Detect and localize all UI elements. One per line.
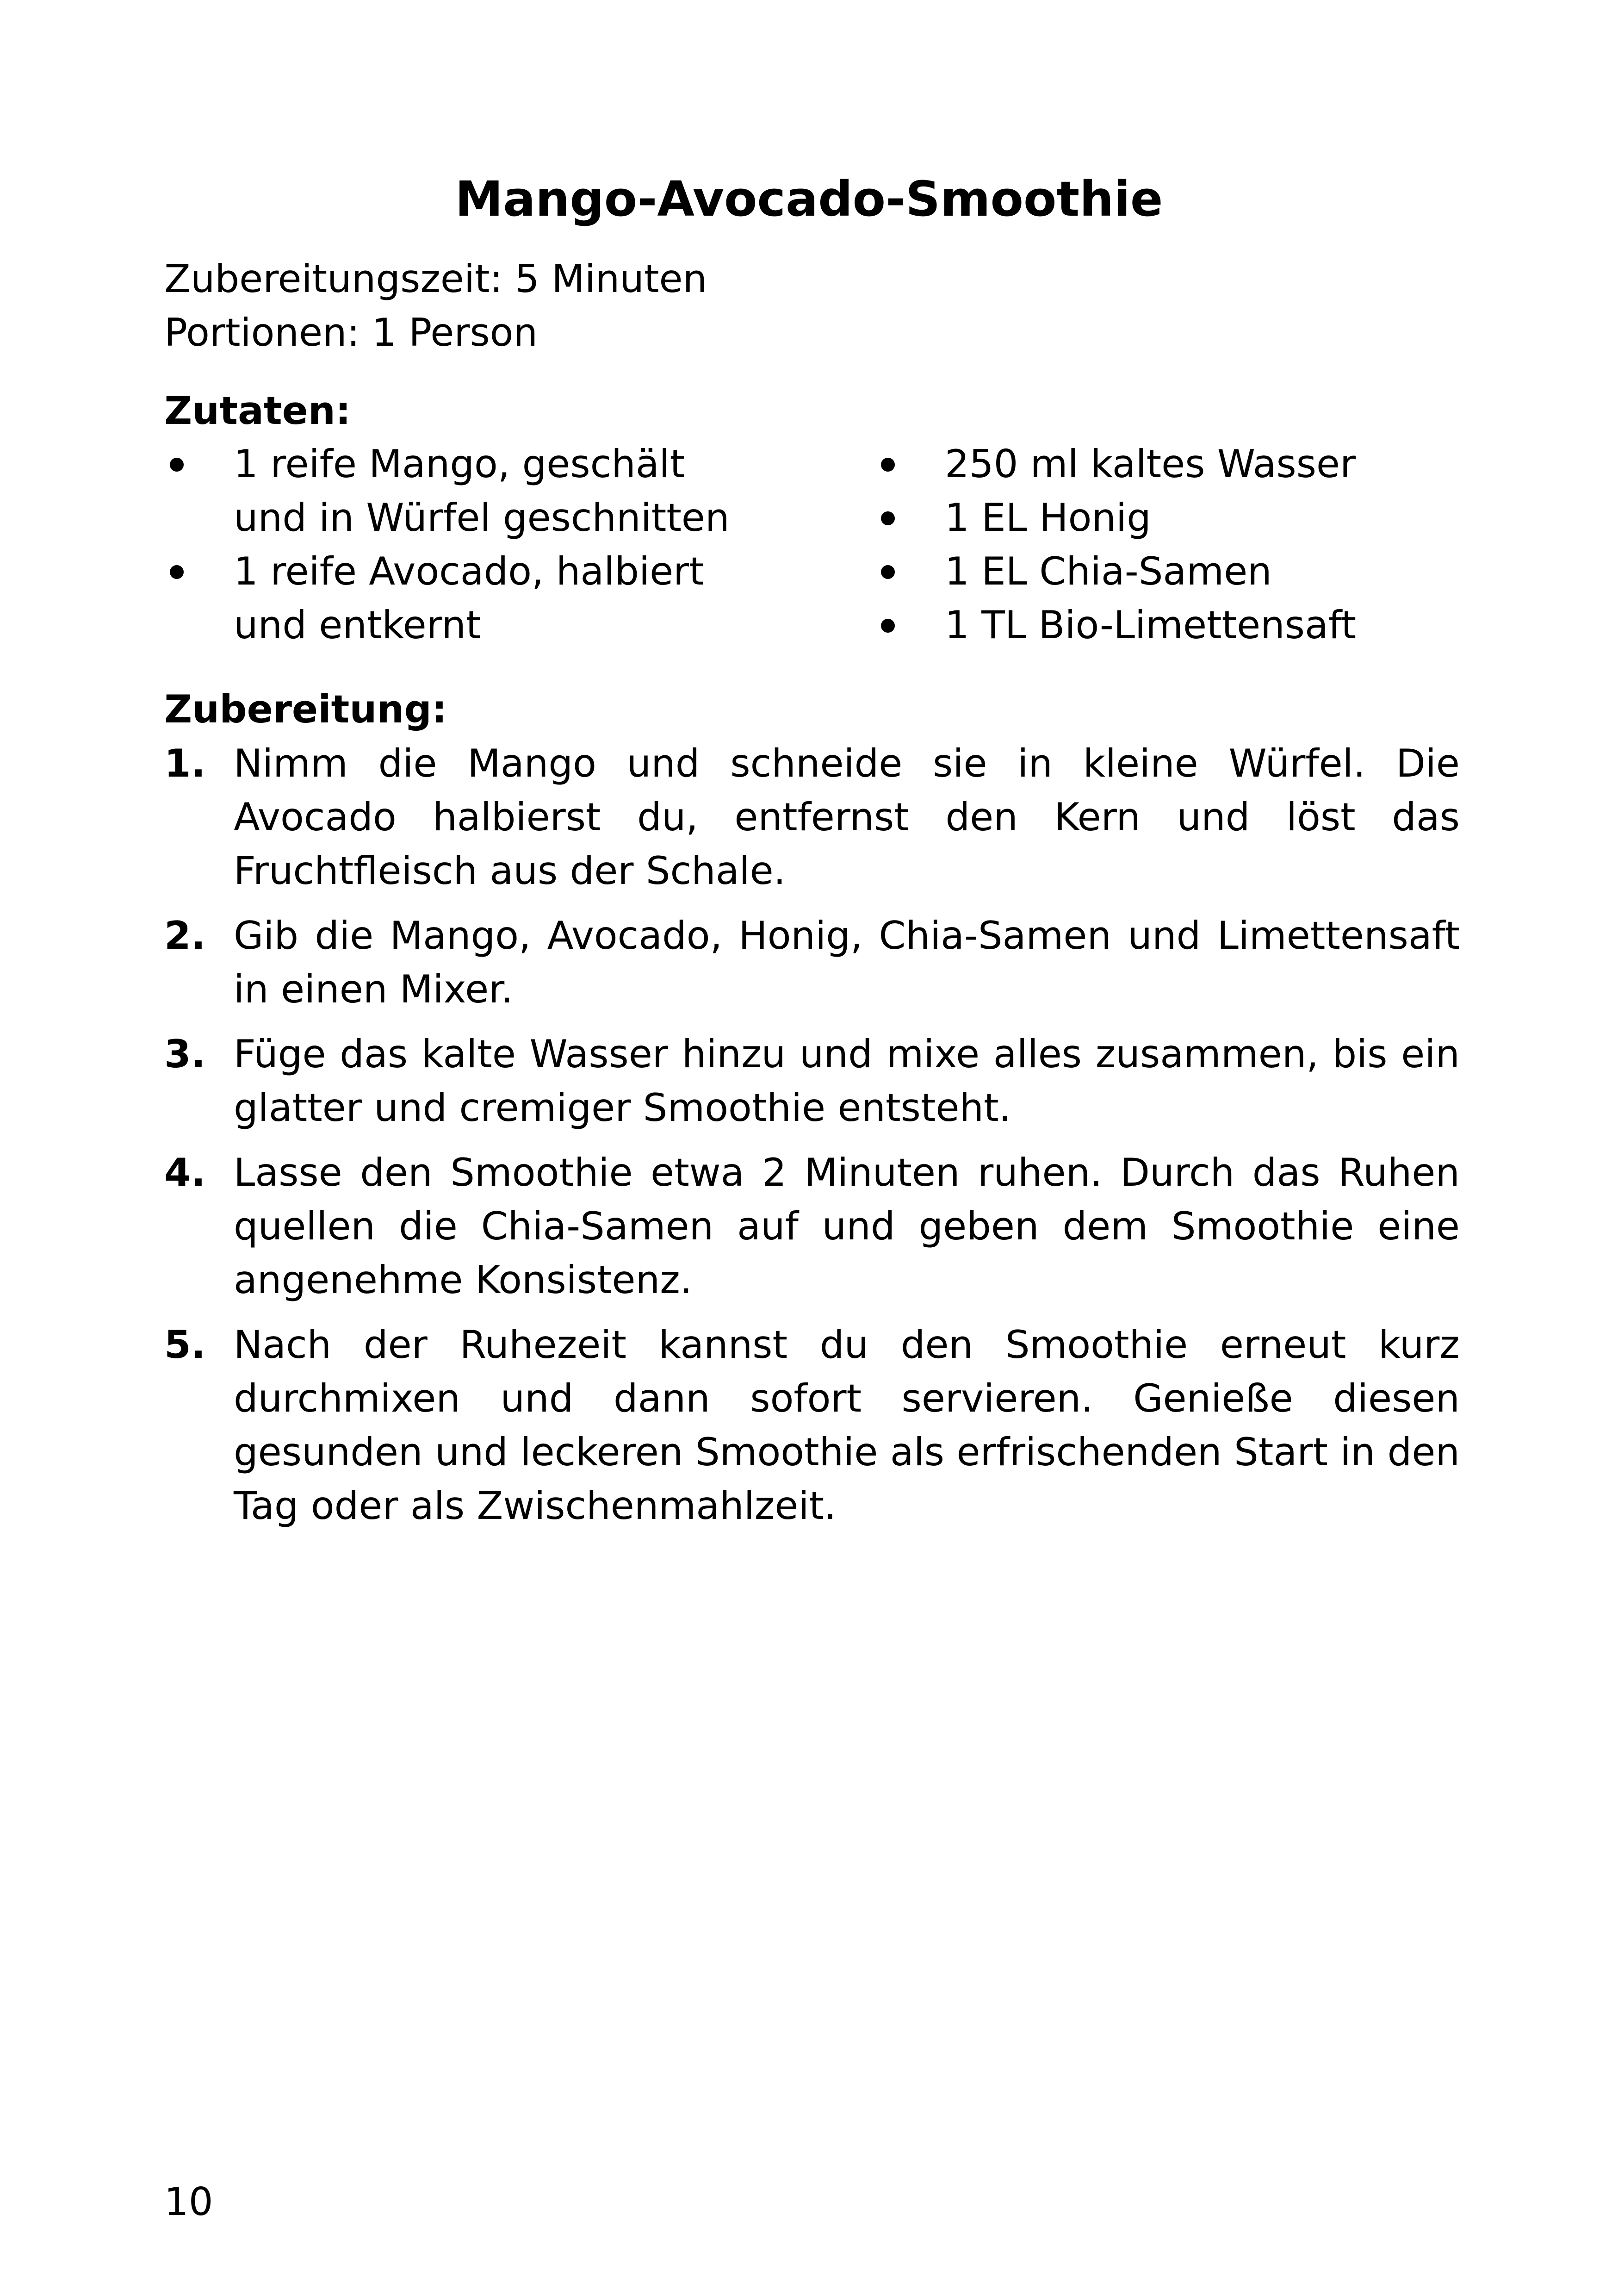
ingredient-text: 1 EL Chia-Samen [945, 549, 1272, 594]
step-text: Füge das kalte Wasser hinzu und mixe alles zusammen, bis ein glatter und cremiger Smoothie entsteht. [234, 1032, 1460, 1130]
step-text: Gib die Mango, Avocado, Honig, Chia-Samen und Limettensaft in einen Mixer. [234, 913, 1460, 1012]
prep-time: Zubereitungszeit: 5 Minuten [164, 256, 707, 301]
ingredient-item [875, 437, 1477, 491]
recipe-title: Mango-Avocado-Smoothie [455, 171, 1163, 227]
ingredient-item [875, 491, 1477, 545]
step-text: Nach der Ruhezeit kannst du den Smoothie erneut kurz durchmixen und dann sofort servieren. Genieße diesen gesunden und leckeren Smoothie als erfrischenden Start in den Tag oder als Zwischenmahlzeit. [234, 1322, 1460, 1528]
ingredient-item [875, 545, 1477, 598]
preparation-steps [164, 737, 1460, 1544]
ingredient-text: 1 reife Mango, geschält und in Würfel geschnitten [234, 442, 730, 540]
step-item [164, 1318, 1460, 1533]
bullet-icon [170, 458, 184, 472]
ingredient-text: 1 EL Honig [945, 495, 1151, 540]
ingredients-heading: Zutaten: [164, 388, 351, 433]
ingredients-list-right [875, 437, 1477, 652]
step-item [164, 1027, 1460, 1135]
step-number: 3. [164, 1032, 206, 1076]
step-number: 4. [164, 1150, 206, 1195]
bullet-icon [881, 511, 895, 525]
bullet-icon [881, 619, 895, 633]
bullet-icon [881, 565, 895, 579]
step-text: Nimm die Mango und schneide sie in kleine Würfel. Die Avocado halbierst du, entfernst den Kern und löst das Fruchtfleisch aus der Schale. [234, 741, 1460, 893]
step-item [164, 909, 1460, 1016]
preparation-heading: Zubereitung: [164, 687, 447, 732]
bullet-icon [170, 565, 184, 579]
step-number: 2. [164, 913, 206, 958]
step-number: 5. [164, 1322, 206, 1367]
bullet-icon [881, 458, 895, 472]
page-number: 10 [164, 2179, 213, 2224]
ingredient-text: 250 ml kaltes Wasser [945, 442, 1356, 486]
step-item [164, 1146, 1460, 1307]
ingredient-item [164, 437, 766, 545]
step-text: Lasse den Smoothie etwa 2 Minuten ruhen. Durch das Ruhen quellen die Chia-Samen auf und geben dem Smoothie eine angenehme Konsistenz. [234, 1150, 1460, 1302]
ingredient-text: 1 reife Avocado, halbiert und entkernt [234, 549, 704, 647]
recipe-meta [164, 252, 707, 360]
ingredient-item [164, 545, 766, 652]
step-number: 1. [164, 741, 206, 786]
step-item [164, 737, 1460, 898]
ingredient-text: 1 TL Bio-Limettensaft [945, 603, 1357, 647]
ingredients-list-left [164, 437, 766, 652]
servings: Portionen: 1 Person [164, 310, 538, 355]
ingredient-item [875, 598, 1477, 652]
